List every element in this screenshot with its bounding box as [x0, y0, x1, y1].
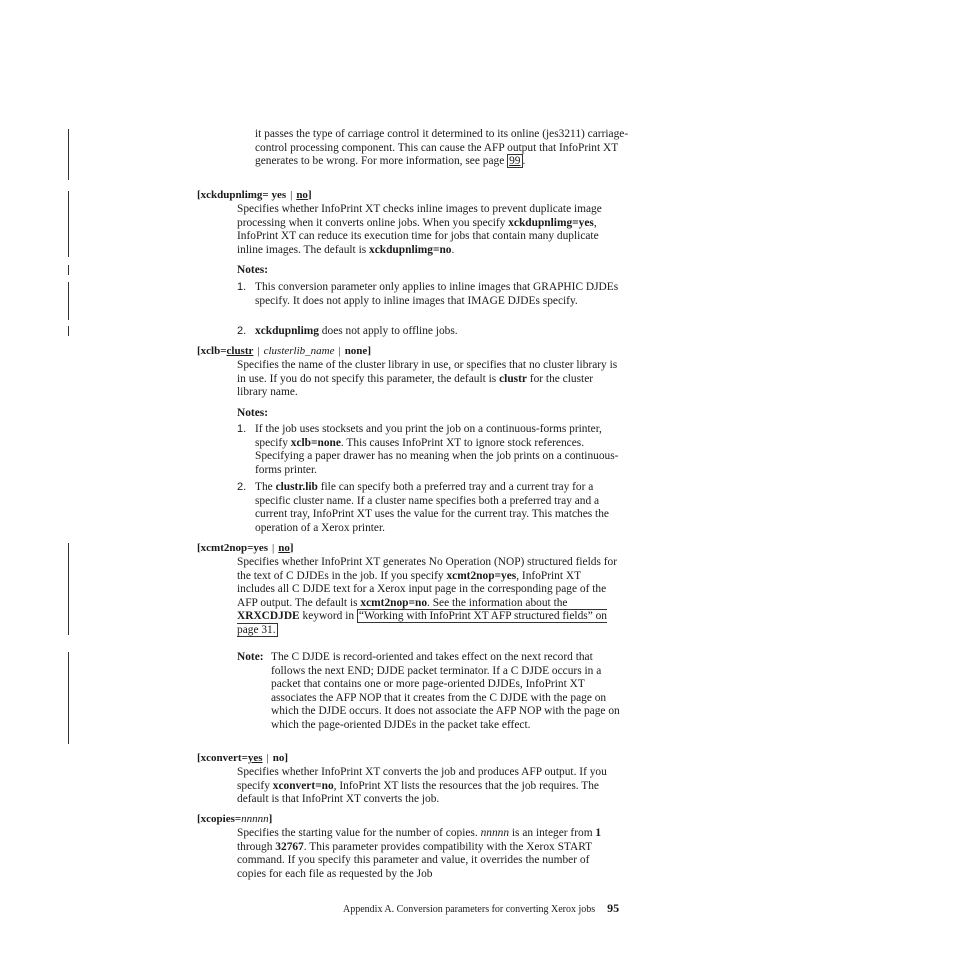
page-footer — [343, 902, 619, 917]
change-bar — [68, 326, 69, 336]
xcopies-term: [xcopies=nnnnn] — [197, 813, 273, 825]
change-bar — [68, 129, 69, 180]
xcmt2nop-description: Specifies whether InfoPrint XT generates No Operation (NOP) structured fields for the text of C DJDEs in the job. If you specify xcmt2nop=yes, InfoPrint XT includes all C DJDE text for a Xerox input page in the corresponding page of the AFP output. The default is xcmt2nop=no. See the information about the XRXCDJDE keyword in “Working with InfoPrint XT AFP structured fields” on page 31. — [237, 556, 618, 636]
xckdupnlimg-term: [xckdupnlimg= yes | no] — [197, 189, 312, 201]
xckdupnlimg-description: Specifies whether InfoPrint XT checks inline images to prevent duplicate image processing when it converts online jobs. When you specify xckdupnlimg=yes, InfoPrint XT can reduce its execution time for jobs that contain many duplicate inline images. The default is xckdupnlimg=no. — [237, 203, 602, 256]
change-bar — [68, 282, 69, 320]
xcmt2nop-term: [xcmt2nop=yes | no] — [197, 542, 294, 554]
list-item: 1. If the job uses stocksets and you print the job on a continuous-forms printer, specify xclb=none. This causes InfoPrint XT to ignore stock references. Specifying a paper drawer has no meaning when the job prints on a continuous-forms printer. — [237, 423, 619, 476]
list-item: 2. The clustr.lib file can specify both a preferred tray and a current tray for a specific cluster name. If a cluster name specifies both a preferred tray and a current tray, InfoPrint XT uses the value for the current tray. This matches the operation of a Xerox printer. — [237, 481, 609, 534]
change-bar — [68, 652, 69, 744]
notes-heading: Notes: — [237, 264, 268, 276]
change-bar — [68, 543, 69, 635]
xconvert-description: Specifies whether InfoPrint XT converts the job and produces AFP output. If you specify xconvert=no, InfoPrint XT lists the resources that the job requires. The default is that InfoPrint XT converts the job. — [237, 766, 607, 806]
xcmt2nop-note: Note: The C DJDE is record-oriented and takes effect on the next record that follows the next END; DJDE packet terminator. If a C DJDE occurs in a packet that contains one or more page-oriented DJDEs, InfoPrint XT associates the AFP NOP that it creates from the C DJDE with the page on which the DJDE occurs. It does not associate the AFP NOP with the page on which the page-oriented DJDEs in the packet take effect. — [237, 651, 620, 731]
change-bar — [68, 191, 69, 257]
list-item: 1. This conversion parameter only applies to inline images that GRAPHIC DJDEs specify. It does not apply to inline images that IMAGE DJDEs specify. — [237, 281, 619, 307]
xclb-description: Specifies the name of the cluster library in use, or specifies that no cluster library is in use. If you do not specify this parameter, the default is clustr for the cluster library name. — [237, 359, 618, 399]
list-item: 2. xckdupnlimg does not apply to offline jobs. — [237, 325, 458, 337]
xcopies-description: Specifies the starting value for the number of copies. nnnnn is an integer from 1 through 32767. This parameter provides compatibility with the Xerox START command. If you specify this parameter and value, it overrides the number of copies for each file as requested by the Job — [237, 827, 602, 880]
page-number: 95 — [607, 901, 620, 915]
xconvert-term: [xconvert=yes | no] — [197, 752, 289, 764]
intro-paragraph: it passes the type of carriage control it determined to its online (jes3211) carriage-control processing component. This can cause the AFP output that InfoPrint XT generates to be wrong. For more information, see page 99 . — [255, 128, 629, 168]
notes-heading: Notes: — [237, 407, 268, 419]
page-ref-link[interactable]: 99 — [509, 155, 521, 168]
change-bar — [68, 265, 69, 275]
working-with-afp-fields-link[interactable]: “Working with InfoPrint XT AFP structured fields” on page 31. — [237, 610, 607, 636]
footer-title: Appendix A. Conversion parameters for converting Xerox jobs — [343, 904, 596, 915]
xclb-term: [xclb=clustr | clusterlib_name | none] — [197, 345, 371, 357]
